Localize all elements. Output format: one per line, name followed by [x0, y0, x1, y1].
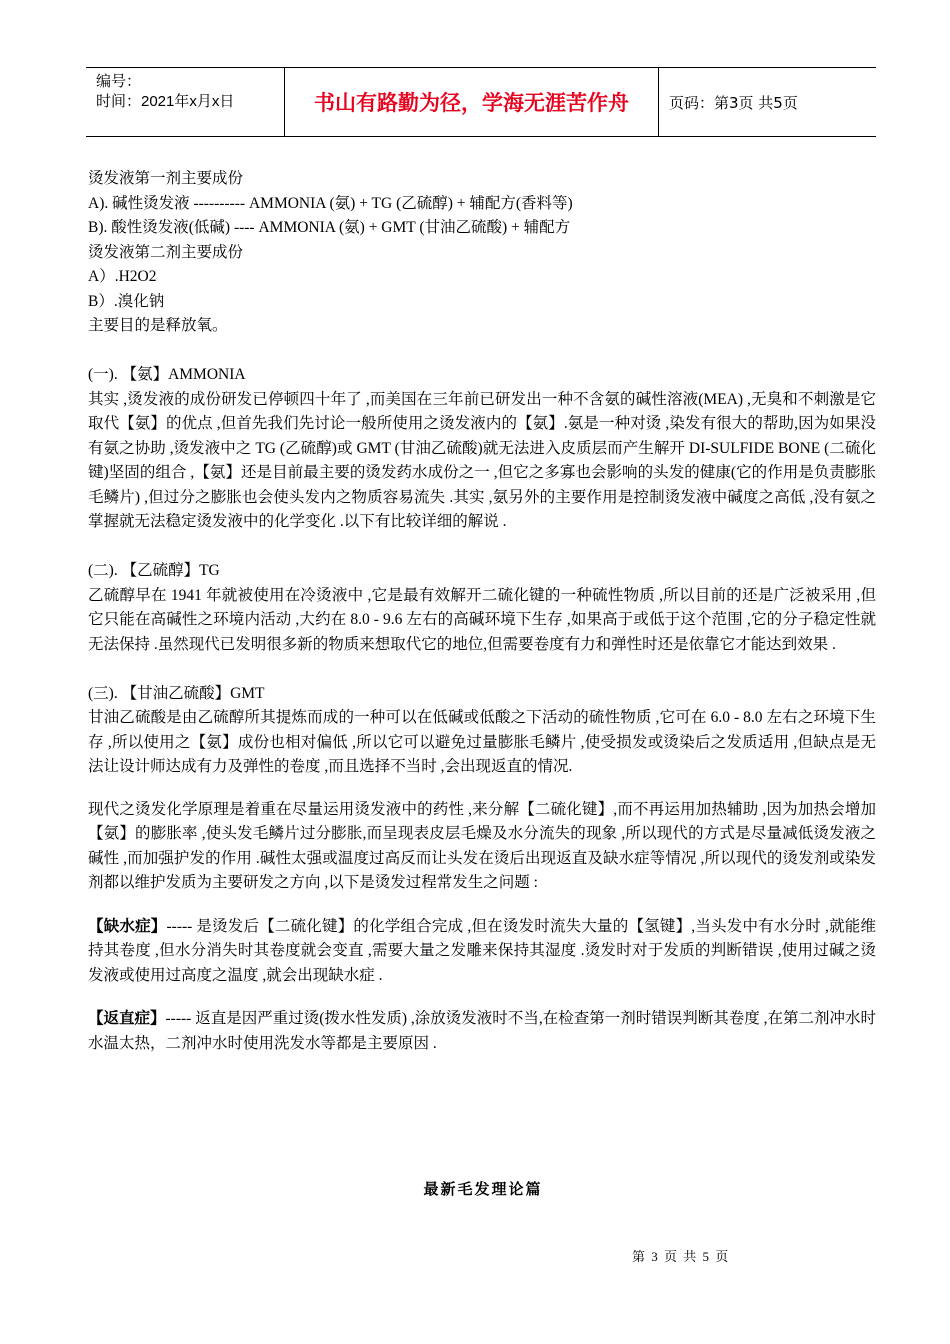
- header-motto: 书山有路勤为径，学海无涯苦作舟: [285, 68, 659, 136]
- paragraph: 烫发液第一剂主要成份: [88, 170, 244, 187]
- document-time-label: 时间：2021年x月x日: [96, 93, 235, 110]
- section-title: 最新毛发理论篇: [423, 1180, 543, 1198]
- section-heading: (一). 【氨】AMMONIA: [88, 366, 246, 383]
- section-heading: (二). 【乙硫醇】TG: [88, 562, 220, 579]
- keyword: 【缺水症】: [88, 916, 167, 935]
- section-heading: (三). 【甘油乙硫酸】GMT: [88, 684, 265, 702]
- paragraph-text: ----- 是烫发后【二硫化键】的化学组合完成 ,但在烫发时流失大量的【氢键】,当头发中有水分时 ,就能维持其卷度 ,但水分消失时其卷度就会变直 ,需要大量之发雕来保持其湿度 .烫发时对于发质的判断错误 ,使用过碱之烫发液或使用过高度之温度 ,就会出现缺水症 .: [88, 917, 876, 984]
- paragraph: [88, 914, 876, 989]
- paragraph: 主要目的是释放氧。: [88, 317, 228, 334]
- paragraph: B）.溴化钠: [88, 292, 165, 310]
- paragraph: 烫发液第二剂主要成份: [88, 243, 244, 261]
- header-page-label: 页码：第3页 共5页: [669, 93, 798, 112]
- paragraph: A）.H2O2: [88, 268, 157, 285]
- keyword: 【返直症】: [88, 1009, 166, 1027]
- paragraph: 乙硫醇早在 1941 年就被使用在冷烫液中 ,它是最有效解开二硫化键的一种硫性物质 ,所以目前的还是广泛被采用 ,但它只能在高碱性之环境内活动 ,大约在 8.0 - 9.6 左右的高碱环境下生存 ,如果高于或低于这个范围 ,它的分子稳定性就无法保持 .虽然现代已发明很多新的物质来想取代它的地位,但需要卷度有力和弹性时还是依靠它才能达到效果 .: [88, 586, 876, 653]
- paragraph-text: ----- 返直是因严重过烫(拨水性发质) ,涂放烫发液时不当,在检查第一剂时错误判断其卷度 ,在第二剂冲水时水温太热，二剂冲水时使用洗发水等都是主要原因 .: [88, 1010, 876, 1052]
- paragraph: 甘油乙硫酸是由乙硫醇所其提炼而成的一种可以在低碱或低酸之下活动的硫性物质 ,它可在 6.0 - 8.0 左右之环境下生存 ,所以使用之【氨】成份也相对偏低 ,所以它可以避免过量膨胀毛鳞片 ,使受损发或烫染后之发质适用 ,但缺点是无法让设计师达成有力及弹性的卷度 ,而且选择不当时 ,会出现返直的情况.: [88, 709, 876, 775]
- paragraph: 现代之烫发化学原理是着重在尽量运用烫发液中的药性 ,来分解【二硫化键】,而不再运用加热辅助 ,因为加热会增加【氨】的膨胀率 ,使头发毛鳞片过分膨胀,而呈现表皮层毛燥及水分流失的现象 ,所以现代的方式是尽量减低烫发液之碱性 ,而加强护发的作用 .碱性太强或温度过高反而让头发在烫后出现返直及缺水症等情况 ,所以现代的烫发剂或染发剂都以维护发质为主要研发之方向 ,以下是烫发过程常发生之问题 :: [88, 800, 876, 891]
- document-body: [88, 167, 876, 1056]
- page-header: [86, 67, 876, 137]
- paragraph: A). 碱性烫发液 ---------- AMMONIA (氨) + TG (乙硫醇) + 辅配方(香料等): [88, 194, 573, 212]
- paragraph: 其实 ,烫发液的成份研发已停顿四十年了 ,而美国在三年前已研发出一种不含氨的碱性溶液(MEA) ,无臭和不刺激是它取代【氨】的优点 ,但首先我们先讨论一般所使用之烫发液内的【氨】.氨是一种对烫 ,染发有很大的帮助,因为如果没有氨之协助 ,烫发液中之 TG (乙硫醇)或 GMT (甘油乙硫酸)就无法进入皮质层而产生解开 DI-SULFIDE BONE (二硫化键)坚固的组合 ,【氨】还是目前最主要的烫发药水成份之一 ,但它之多寡也会影响的头发的健康(它的作用是负责膨胀毛鳞片) ,但过分之膨胀也会使头发内之物质容易流失 .其实 ,氨另外的主要作用是控制烫发液中碱度之高低 ,没有氨之掌握就无法稳定烫发液中的化学变化 .以下有比较详细的解说 .: [88, 390, 876, 530]
- header-meta: [86, 68, 285, 136]
- paragraph: B). 酸性烫发液(低碱) ---- AMMONIA (氨) + GMT (甘油乙硫酸) + 辅配方: [88, 219, 571, 236]
- page-footer: 第 3 页 共 5 页: [632, 1249, 729, 1264]
- document-number-label: 编号：: [96, 73, 142, 90]
- paragraph: [88, 1006, 876, 1056]
